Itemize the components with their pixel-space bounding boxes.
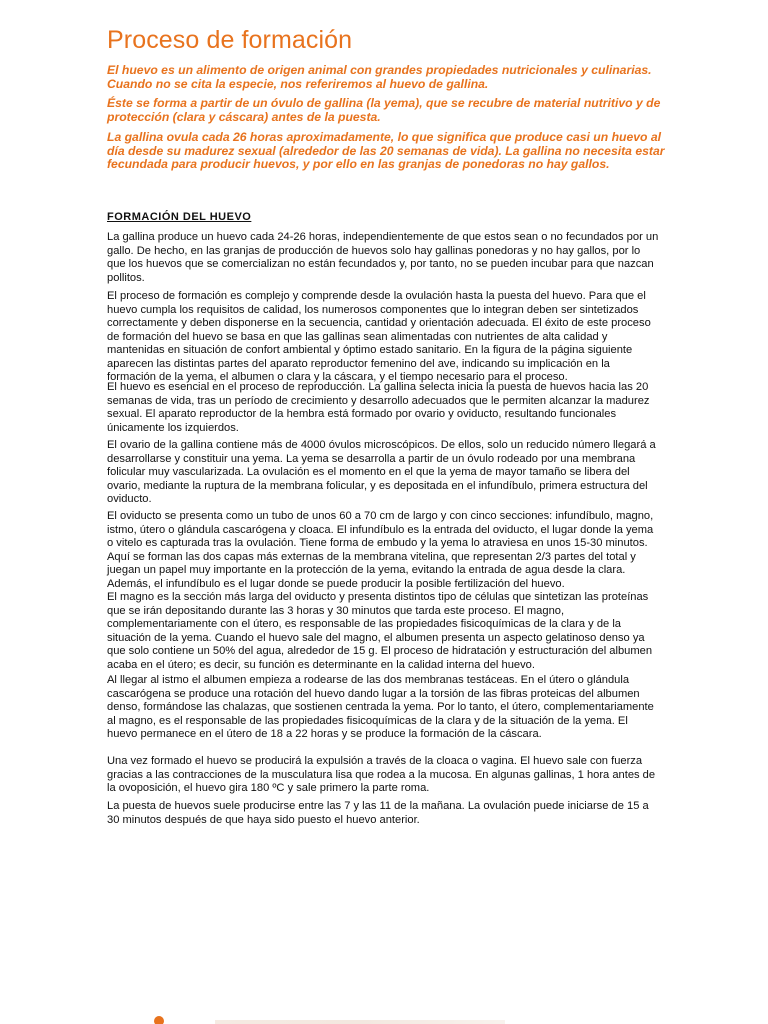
footer-decoration xyxy=(215,1020,505,1024)
body-paragraph: El magno es la sección más larga del oviducto y presenta distintos tipo de células que sintetizan las proteínas que se irán depositando durante las 3 horas y 30 minutos que tarda este proceso. El magno, complementariamente con el útero, es responsable de las propiedades fisicoquímicas de la clara y de la situación de la yema. Cuando el huevo sale del magno, el albumen presenta un aspecto gelatinoso denso ya que solo contiene un 50% del agua, alrededor de 15 g. El proceso de hidratación y estructuración del albumen acaba en el útero; es decir, su función es determinante en la calidad interna del huevo. xyxy=(107,591,653,671)
body-paragraph: Una vez formado el huevo se producirá la expulsión a través de la cloaca o vagina. El huevo sale con fuerza gracias a las contracciones de la musculatura lisa que rodea a la mucosa. En algunas gallinas, 1 hora antes de la ovoposición, el huevo gira 180 ºC y sale primero la parte roma. xyxy=(107,755,656,795)
section-heading: FORMACIÓN DEL HUEVO xyxy=(107,211,252,223)
body-paragraph: El oviducto se presenta como un tubo de unos 60 a 70 cm de largo y con cinco secciones: infundíbulo, magno, istmo, útero o glándula cascarógena y cloaca. El infundíbulo es la entrada del oviducto, el lugar donde la yema o vitelo es capturada tras la ovulación. Tiene forma de embudo y la yema lo atraviesa en unos 15-30 minutos. Aquí se forman las dos capas más externas de la membrana vitelina, que representan 2/3 partes del total y juegan un papel muy importante en la protección de la yema, evitando la entrada de agua desde la clara. Además, el infundíbulo es el lugar donde se puede producir la posible fertilización del huevo. xyxy=(107,510,654,590)
body-paragraph: El ovario de la gallina contiene más de 4000 óvulos microscópicos. De ellos, solo un reducido número llegará a desarrollarse y constituir una yema. La yema se desarrolla a partir de un óvulo rodeado por una membrana folicular muy vascularizada. La ovulación es el momento en el que la yema de mayor tamaño se libera del ovario, mediante la ruptura de la membrana folicular, y es depositada en el infundíbulo, primera estructura del oviducto. xyxy=(107,439,656,506)
body-paragraph: El huevo es esencial en el proceso de reproducción. La gallina selecta inicia la puesta de huevos hacia las 20 semanas de vida, tras un período de crecimiento y desarrollo adecuados que le permiten alcanzar la madurez sexual. El aparato reproductor de la hembra está formado por ovario y oviducto, resultando funcionales únicamente los izquierdos. xyxy=(107,381,650,434)
body-paragraph: La gallina produce un huevo cada 24-26 horas, independientemente de que estos sean o no fecundados por un gallo. De hecho, en las granjas de producción de huevos solo hay gallinas ponedoras y no hay gallos, por lo que los huevos que se comercializan no están fecundados y, por tanto, no se pueden incubar para que nazcan pollitos. xyxy=(107,231,659,284)
body-paragraph: La puesta de huevos suele producirse entre las 7 y las 11 de la mañana. La ovulación puede iniciarse de 15 a 30 minutos después de que haya sido puesto el huevo anterior. xyxy=(107,800,649,826)
page-title: Proceso de formación xyxy=(107,26,353,54)
intro-paragraph: Éste se forma a partir de un óvulo de gallina (la yema), que se recubre de material nutritivo y de protección (clara y cáscara) antes de la puesta. xyxy=(107,96,661,124)
body-paragraph: Al llegar al istmo el albumen empieza a rodearse de las dos membranas testáceas. En el útero o glándula cascarógena se produce una rotación del huevo dando lugar a la torsión de las fibras proteicas del albumen denso, formándose las chalazas, que sostienen centrada la yema. Por lo tanto, el útero, complementariamente al magno, es el responsable de las propiedades fisicoquímicas de la clara y de la situación de la yema. El huevo permanece en el útero de 18 a 22 horas y se produce la formación de la cáscara. xyxy=(107,674,654,741)
body-paragraph: El proceso de formación es complejo y comprende desde la ovulación hasta la puesta del huevo. Para que el huevo cumpla los requisitos de calidad, los numerosos componentes que lo integran deben ser sintetizados correctamente y deben disponerse en la secuencia, cantidad y orientación adecuada. El éxito de este proceso de formación del huevo se basa en que las gallinas sean alimentadas con nutrientes de alta calidad y mantenidas en situación de confort ambiental y óptimo estado sanitario. En la figura de la página siguiente aparecen las distintas partes del aparato reproductor femenino del ave, indicando su implicación en la formación de la yema, el albumen o clara y la cáscara, y el tiempo necesario para el proceso. xyxy=(107,290,651,384)
footer-logo-icon xyxy=(150,1016,170,1024)
intro-paragraph: El huevo es un alimento de origen animal con grandes propiedades nutricionales y culinarias. Cuando no se cita la especie, nos referiremos al huevo de gallina. xyxy=(107,63,652,91)
intro-paragraph: La gallina ovula cada 26 horas aproximadamente, lo que significa que produce casi un huevo al día desde su madurez sexual (alrededor de las 20 semanas de vida). La gallina no necesita estar fecundada para producir huevos, y por ello en las granjas de ponedoras no hay gallos. xyxy=(107,130,665,172)
